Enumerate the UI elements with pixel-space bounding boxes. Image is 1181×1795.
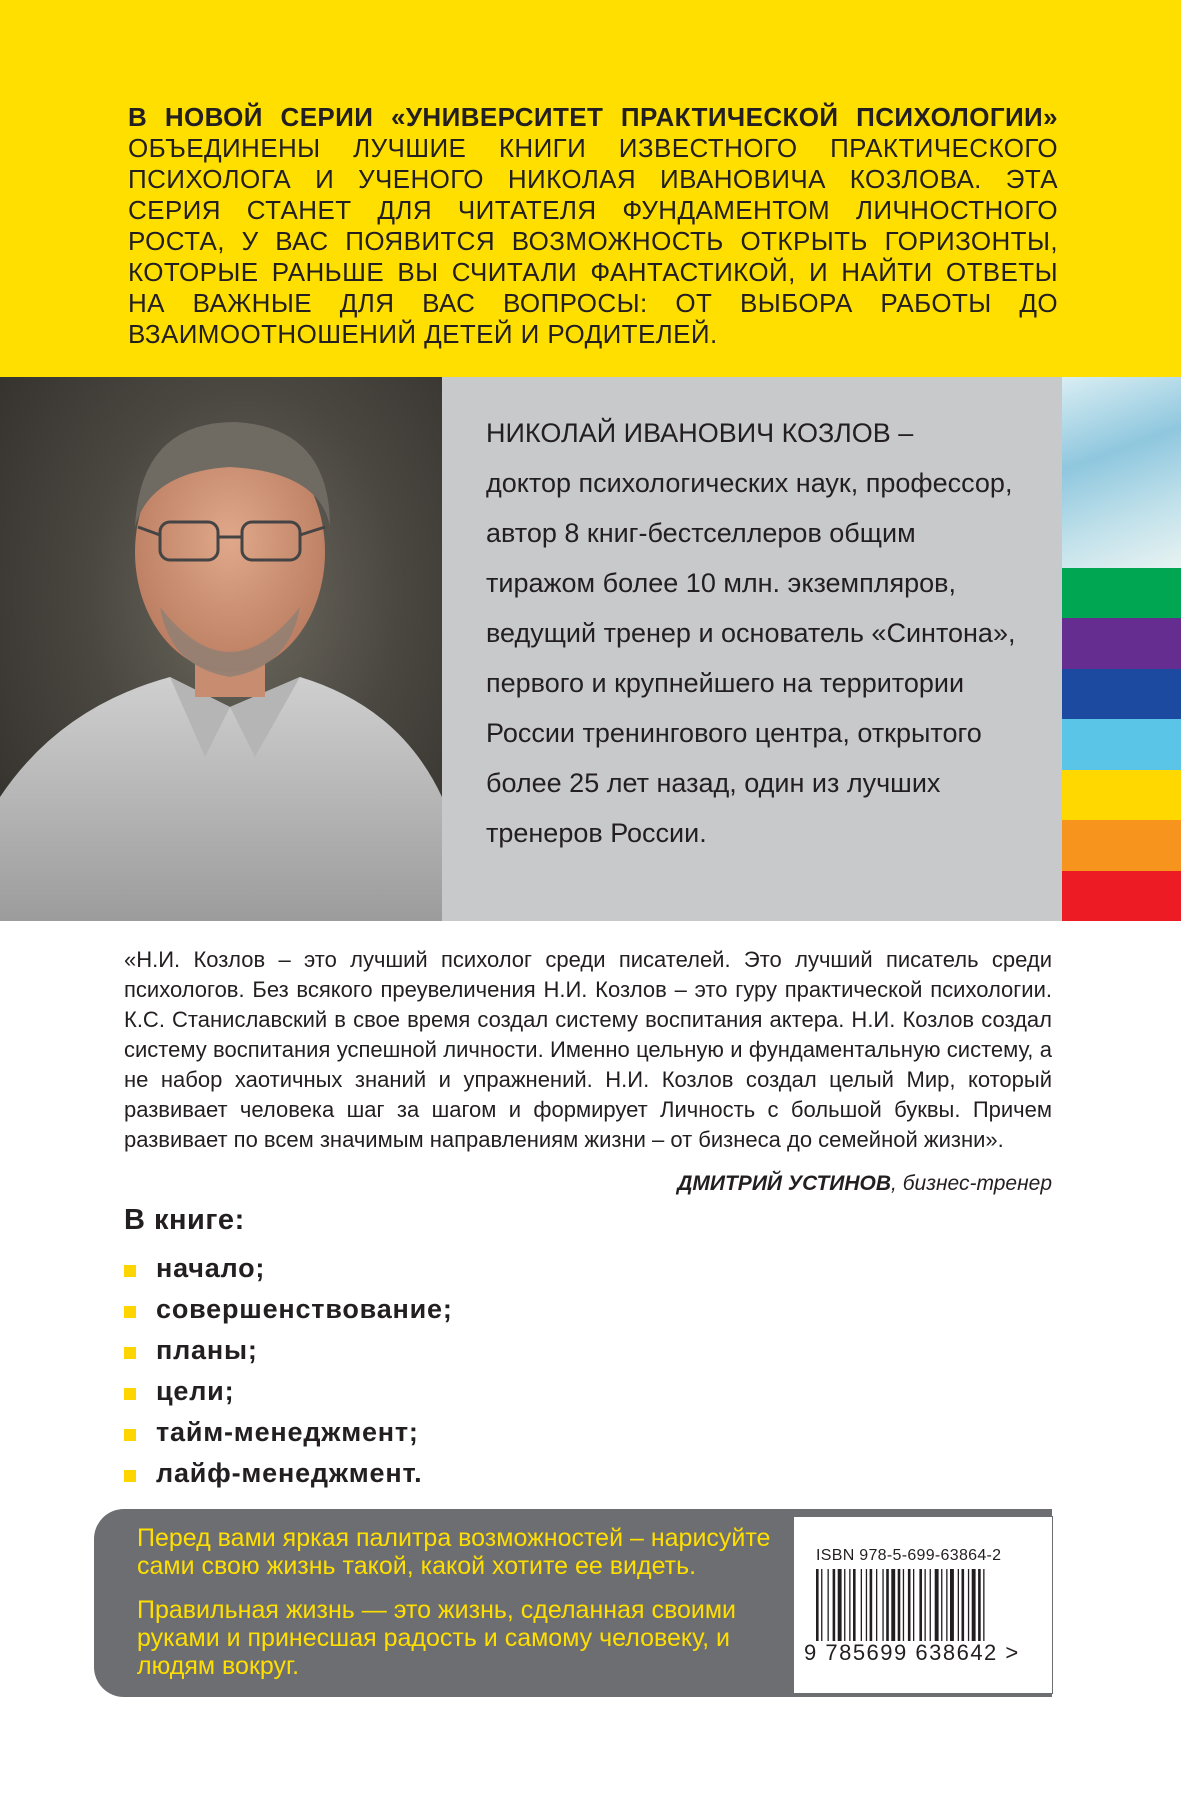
bio-line: тиражом более 10 млн. экземпляров, (486, 568, 956, 598)
barcode-icon (816, 1569, 1031, 1641)
author-portrait-illustration (0, 377, 442, 921)
series-body: ОБЪЕДИНЕНЫ ЛУЧШИЕ КНИГИ ИЗВЕСТНОГО ПРАКТИЧЕСКОГО ПСИХОЛОГА И УЧЕНОГО НИКОЛАЯ ИВАНОВИЧА КОЗЛОВА. ЭТА СЕРИЯ СТАНЕТ ДЛЯ ЧИТАТЕЛЯ ФУНДАМЕНТОМ ЛИЧНОСТНОГО РОСТА, У ВАС ПОЯВИТСЯ ВОЗМОЖНОСТЬ ОТКРЫТЬ ГОРИЗОНТЫ, КОТОРЫЕ РАНЬШЕ ВЫ СЧИТАЛИ ФАНТАСТИКОЙ, И НАЙТИ ОТВЕТЫ НА ВАЖНЫЕ ДЛЯ ВАС ВОПРОСЫ: ОТ ВЫБОРА РАБОТЫ ДО ВЗАИМООТНОШЕНИЙ ДЕТЕЙ И РОДИТЕЛЕЙ. (128, 133, 1058, 349)
bio-line: ведущий тренер и основатель «Синтона», (486, 618, 1016, 648)
square-bullet-icon (124, 1429, 136, 1441)
bio-line: НИКОЛАЙ ИВАНОВИЧ КОЗЛОВ – (486, 418, 914, 448)
isbn-box (793, 1516, 1053, 1694)
bio-line: России тренингового центра, открытого (486, 718, 982, 748)
promo-paragraph: Перед вами яркая палитра возможностей – нарисуйте сами свою жизнь такой, какой хотите ее видеть. (137, 1524, 771, 1580)
color-stripe (1062, 770, 1181, 820)
bio-line: тренеров России. (486, 818, 707, 848)
list-item (124, 1412, 453, 1453)
bio-line: автор 8 книг-бестселлеров общим (486, 518, 916, 548)
list-item (124, 1248, 453, 1289)
quote-author-name: ДМИТРИЙ УСТИНОВ (677, 1172, 892, 1195)
square-bullet-icon (124, 1265, 136, 1277)
book-contents-title: В книге: (124, 1204, 245, 1236)
promo-paragraph: Правильная жизнь — это жизнь, сделанная своими руками и принесшая радость и самому человеку, и людям вокруг. (137, 1596, 736, 1680)
quote-author (677, 1172, 1052, 1196)
square-bullet-icon (124, 1388, 136, 1400)
list-item-label: цели; (156, 1376, 235, 1406)
quote-author-role: , бизнес-тренер (891, 1172, 1052, 1195)
series-intro: В НОВОЙ СЕРИИ (128, 102, 391, 132)
list-item-label: планы; (156, 1335, 258, 1365)
review-quote: «Н.И. Козлов – это лучший психолог среди писателей. Это лучший писатель среди психологов. Без всякого преувеличения Н.И. Козлов – это гуру практической психологии. К.С. Станиславский в свое время создал систему воспитания актера. Н.И. Козлов создал систему воспитания успешной личности. Именно цельную и фундаментальную систему, а не набор хаотичных знаний и упражнений. Н.И. Козлов создал целый Мир, который развивает человека шаг за шагом и формирует Личность с большой буквы. Причем развивает по всем значимым направлениям жизни – от бизнеса до семейной жизни». (124, 947, 1052, 1152)
bio-line: доктор психологических наук, профессор, (486, 468, 1013, 498)
list-item (124, 1289, 453, 1330)
list-item (124, 1371, 453, 1412)
series-title: «УНИВЕРСИТЕТ ПРАКТИЧЕСКОЙ ПСИХОЛОГИИ» (391, 102, 1058, 132)
barcode-digits: 9 785699 638642 > (804, 1640, 1020, 1665)
color-stripe (1062, 719, 1181, 769)
color-stripe (1062, 669, 1181, 719)
square-bullet-icon (124, 1470, 136, 1482)
list-item (124, 1453, 453, 1494)
list-item (124, 1330, 453, 1371)
author-bio (486, 408, 1046, 858)
promo-text (137, 1524, 777, 1696)
bio-line: более 25 лет назад, один из лучших (486, 768, 941, 798)
square-bullet-icon (124, 1347, 136, 1359)
sky-stripe (1062, 377, 1181, 568)
color-stripe (1062, 568, 1181, 618)
series-description (128, 102, 1058, 350)
list-item-label: лайф-менеджмент. (156, 1458, 423, 1488)
color-stripe (1062, 871, 1181, 921)
color-stripes (1062, 377, 1181, 921)
book-contents-list (124, 1248, 453, 1494)
list-item-label: тайм-менеджмент; (156, 1417, 419, 1447)
color-stripe (1062, 820, 1181, 870)
list-item-label: совершенствование; (156, 1294, 453, 1324)
color-stripe (1062, 618, 1181, 668)
bio-line: первого и крупнейшего на территории (486, 668, 965, 698)
isbn-label: ISBN 978-5-699-63864-2 (816, 1547, 1002, 1564)
list-item-label: начало; (156, 1253, 266, 1283)
author-photo (0, 377, 442, 921)
square-bullet-icon (124, 1306, 136, 1318)
